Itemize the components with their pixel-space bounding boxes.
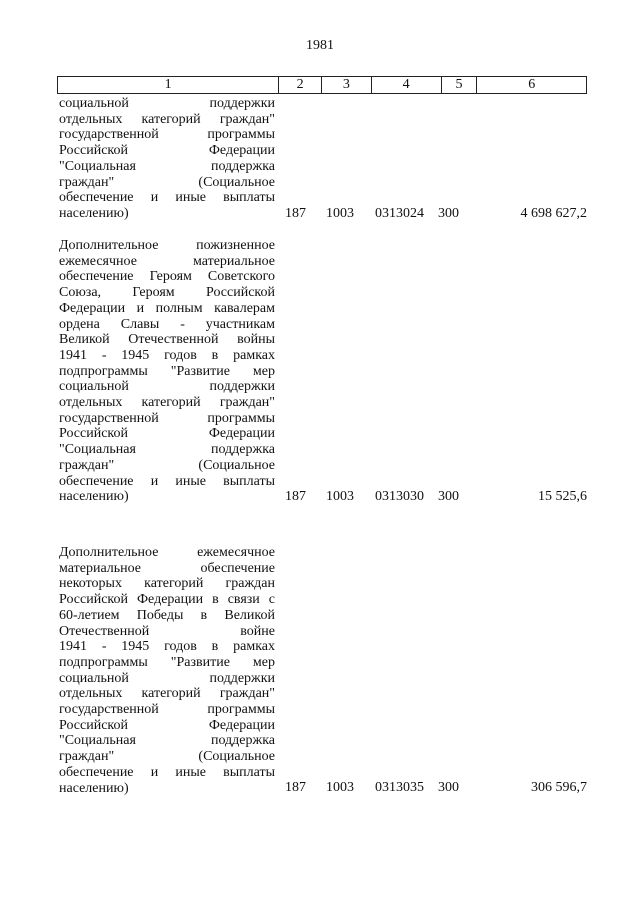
row-description [59, 545, 275, 796]
desc-line: отдельных категорий граждан" [59, 111, 275, 127]
desc-line: социальной поддержки [59, 670, 275, 686]
header-col-4: 4 [372, 77, 442, 93]
desc-line: государственной программы [59, 410, 275, 426]
desc-line: подпрограммы "Развитие мер [59, 363, 275, 379]
table-row [59, 238, 589, 505]
header-col-1: 1 [58, 77, 279, 93]
desc-line: Дополнительное пожизненное [59, 238, 275, 253]
desc-line: материальное обеспечение [59, 560, 275, 576]
header-col-6: 6 [528, 77, 536, 92]
cell-section: 1003 [326, 205, 354, 221]
desc-line: населению) [59, 489, 129, 505]
cell-sum: 15 525,6 [538, 488, 587, 504]
cell-csr: 0313035 [375, 780, 424, 796]
row-values [59, 489, 589, 505]
desc-line: социальной поддержки [59, 96, 275, 111]
desc-line: подпрограммы "Развитие мер [59, 654, 275, 670]
cell-section: 1003 [326, 780, 354, 796]
desc-line: отдельных категорий граждан" [59, 686, 275, 702]
row-description [59, 96, 275, 222]
desc-line: ежемесячное материальное [59, 253, 275, 269]
desc-line: Российской Федерации [59, 426, 275, 442]
desc-line: ордена Славы - участникам [59, 316, 275, 332]
cell-vr: 300 [438, 780, 459, 796]
cell-code: 187 [285, 780, 306, 796]
desc-line: обеспечение Героям Советского [59, 269, 275, 285]
row-values [59, 206, 589, 222]
cell-csr: 0313024 [375, 205, 424, 221]
desc-line: 1941 - 1945 годов в рамках [59, 347, 275, 363]
desc-line: Федерации и полным кавалерам [59, 300, 275, 316]
row-values [59, 780, 589, 796]
desc-line: населению) [59, 780, 129, 796]
table-row [59, 96, 589, 222]
desc-line: Великой Отечественной войны [59, 332, 275, 348]
cell-sum: 306 596,7 [531, 780, 587, 796]
row-description [59, 238, 275, 505]
desc-line: Российской Федерации в связи с [59, 592, 275, 608]
desc-line: 60-летием Победы в Великой [59, 607, 275, 623]
desc-line: государственной программы [59, 702, 275, 718]
header-col-2: 2 [279, 77, 322, 93]
desc-line: обеспечение и иные выплаты [59, 473, 275, 489]
cell-sum: 4 698 627,2 [520, 205, 587, 221]
desc-line: "Социальная поддержка [59, 733, 275, 749]
desc-line: населению) [59, 205, 129, 221]
desc-line: Отечественной войне [59, 623, 275, 639]
desc-line: "Социальная поддержка [59, 442, 275, 458]
cell-vr: 300 [438, 205, 459, 221]
desc-line: граждан" (Социальное [59, 174, 275, 190]
cell-code: 187 [285, 488, 306, 504]
desc-line: обеспечение и иные выплаты [59, 190, 275, 206]
desc-line: отдельных категорий граждан" [59, 395, 275, 411]
desc-line: обеспечение и иные выплаты [59, 764, 275, 780]
desc-line: Российской Федерации [59, 717, 275, 733]
cell-section: 1003 [326, 488, 354, 504]
table-header [57, 76, 587, 94]
page-number: 1981 [306, 38, 334, 53]
desc-line: социальной поддержки [59, 379, 275, 395]
desc-line: граждан" (Социальное [59, 457, 275, 473]
desc-line: "Социальная поддержка [59, 158, 275, 174]
desc-line: некоторых категорий граждан [59, 576, 275, 592]
header-col-5: 5 [442, 77, 478, 93]
desc-line: Союза, Героям Российской [59, 285, 275, 301]
desc-line: граждан" (Социальное [59, 749, 275, 765]
cell-code: 187 [285, 205, 306, 221]
desc-line: Российской Федерации [59, 143, 275, 159]
cell-csr: 0313030 [375, 488, 424, 504]
table-row [59, 545, 589, 796]
desc-line: Дополнительное ежемесячное [59, 545, 275, 560]
desc-line: 1941 - 1945 годов в рамках [59, 639, 275, 655]
desc-line: государственной программы [59, 127, 275, 143]
cell-vr: 300 [438, 488, 459, 504]
header-col-3: 3 [322, 77, 372, 93]
